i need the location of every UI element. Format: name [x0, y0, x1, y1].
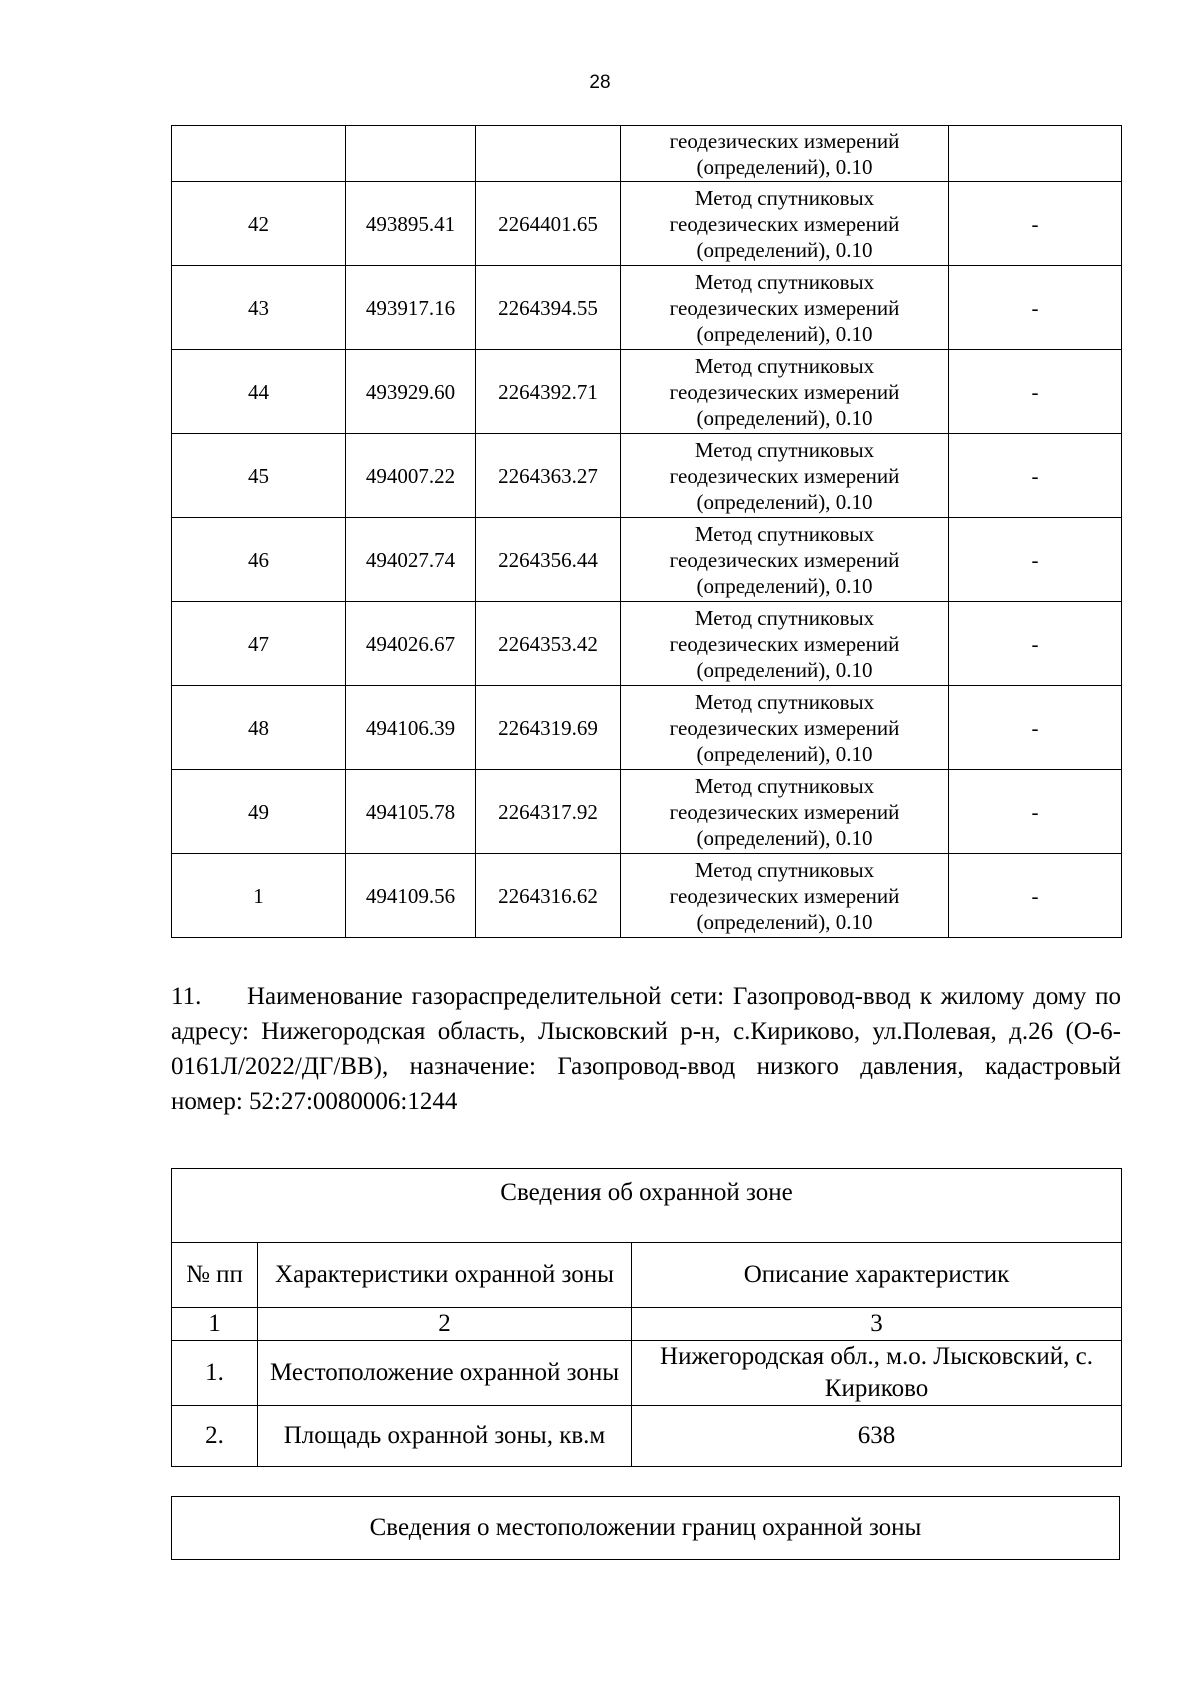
column-header-number: № пп [172, 1243, 258, 1308]
index-cell: 2 [258, 1308, 632, 1341]
page-number: 28 [589, 72, 611, 93]
y-coordinate-cell: 2264316.62 [476, 854, 621, 938]
method-line: Метод спутниковых [694, 521, 875, 546]
y-coordinate-cell: 2264401.65 [476, 182, 621, 266]
method-cell [621, 854, 949, 938]
y-coordinate-cell [476, 126, 621, 182]
table-row [172, 182, 1122, 266]
method-cell [621, 266, 949, 350]
method-line: (определений), 0.10 [696, 321, 873, 346]
note-cell: - [949, 770, 1122, 854]
x-coordinate-cell [346, 126, 476, 182]
x-coordinate-cell: 494026.67 [346, 602, 476, 686]
note-cell: - [949, 686, 1122, 770]
note-cell [949, 126, 1122, 182]
note-cell: - [949, 350, 1122, 434]
description-cell: 638 [632, 1406, 1122, 1467]
x-coordinate-cell: 494105.78 [346, 770, 476, 854]
point-number-cell: 1 [172, 854, 346, 938]
point-number-cell: 42 [172, 182, 346, 266]
y-coordinate-cell: 2264392.71 [476, 350, 621, 434]
table-row [172, 1341, 1122, 1406]
y-coordinate-cell: 2264356.44 [476, 518, 621, 602]
y-coordinate-cell: 2264363.27 [476, 434, 621, 518]
point-number-cell: 45 [172, 434, 346, 518]
method-line: геодезических измерений [669, 211, 900, 236]
method-line: (определений), 0.10 [696, 573, 873, 598]
method-line: Метод спутниковых [694, 185, 875, 210]
method-cell [621, 126, 949, 182]
coordinates-table [171, 125, 1122, 938]
method-line: геодезических измерений [669, 463, 900, 488]
table-row [172, 686, 1122, 770]
method-line: геодезических измерений [669, 715, 900, 740]
section-number: 11. [171, 983, 202, 1010]
method-line: Метод спутниковых [694, 857, 875, 882]
x-coordinate-cell: 494007.22 [346, 434, 476, 518]
description-cell: Нижегородская обл., м.о. Лысковский, с. Кириково [632, 1341, 1122, 1406]
point-number-cell: 49 [172, 770, 346, 854]
row-number-cell: 2. [172, 1406, 258, 1467]
table-row [172, 1406, 1122, 1467]
boundaries-section-title: Сведения о местоположении границ охранной зоны [171, 1496, 1120, 1560]
note-cell: - [949, 266, 1122, 350]
note-cell: - [949, 434, 1122, 518]
index-cell: 3 [632, 1308, 1122, 1341]
method-line: Метод спутниковых [694, 605, 875, 630]
method-cell [621, 770, 949, 854]
method-line: Метод спутниковых [694, 773, 875, 798]
method-line: геодезических измерений [669, 295, 900, 320]
method-line: геодезических измерений [669, 883, 900, 908]
section-paragraph [171, 979, 1121, 1119]
x-coordinate-cell: 493929.60 [346, 350, 476, 434]
method-line: (определений), 0.10 [696, 405, 873, 430]
method-line: (определений), 0.10 [696, 741, 873, 766]
table-row [172, 854, 1122, 938]
point-number-cell: 47 [172, 602, 346, 686]
method-line: геодезических измерений [669, 128, 900, 153]
table-header-row [172, 1243, 1122, 1308]
method-line: геодезических измерений [669, 547, 900, 572]
note-cell: - [949, 518, 1122, 602]
method-cell [621, 434, 949, 518]
table-row [172, 518, 1122, 602]
y-coordinate-cell: 2264353.42 [476, 602, 621, 686]
method-line: Метод спутниковых [694, 689, 875, 714]
table-row [172, 434, 1122, 518]
method-cell [621, 518, 949, 602]
method-cell [621, 350, 949, 434]
method-line: Метод спутниковых [694, 437, 875, 462]
row-number-cell: 1. [172, 1341, 258, 1406]
x-coordinate-cell: 493895.41 [346, 182, 476, 266]
table-row [172, 266, 1122, 350]
x-coordinate-cell: 494109.56 [346, 854, 476, 938]
column-header-characteristics: Характеристики охранной зоны [258, 1243, 632, 1308]
section-text: Наименование газораспределительной сети: Газопровод-ввод к жилому дому по адресу: Нижегородская область, Лысковский р-н, с.Кириково, ул.Полевая, д.26 (О-6-0161Л/2022/ДГ/ВВ), назначение: Газопровод-ввод низкого давления, кадастровый номер: 52:27:0080006:1244 [171, 983, 1121, 1115]
note-cell: - [949, 854, 1122, 938]
note-cell: - [949, 602, 1122, 686]
characteristic-cell: Местоположение охранной зоны [258, 1341, 632, 1406]
table-index-row [172, 1308, 1122, 1341]
method-line: (определений), 0.10 [696, 237, 873, 262]
index-cell: 1 [172, 1308, 258, 1341]
column-header-description: Описание характеристик [632, 1243, 1122, 1308]
method-line: (определений), 0.10 [696, 825, 873, 850]
method-line: (определений), 0.10 [696, 657, 873, 682]
point-number-cell: 48 [172, 686, 346, 770]
method-cell [621, 686, 949, 770]
method-line: (определений), 0.10 [696, 489, 873, 514]
method-line: геодезических измерений [669, 799, 900, 824]
point-number-cell: 44 [172, 350, 346, 434]
note-cell: - [949, 182, 1122, 266]
method-line: Метод спутниковых [694, 353, 875, 378]
table-row [172, 350, 1122, 434]
protection-zone-table [171, 1168, 1122, 1467]
method-line: Метод спутниковых [694, 269, 875, 294]
point-number-cell: 43 [172, 266, 346, 350]
method-line: геодезических измерений [669, 631, 900, 656]
x-coordinate-cell: 494106.39 [346, 686, 476, 770]
table-title-row [172, 1169, 1122, 1243]
point-number-cell [172, 126, 346, 182]
method-cell [621, 182, 949, 266]
point-number-cell: 46 [172, 518, 346, 602]
method-line: геодезических измерений [669, 379, 900, 404]
y-coordinate-cell: 2264317.92 [476, 770, 621, 854]
method-line: (определений), 0.10 [696, 154, 873, 179]
table-row [172, 126, 1122, 182]
characteristic-cell: Площадь охранной зоны, кв.м [258, 1406, 632, 1467]
y-coordinate-cell: 2264319.69 [476, 686, 621, 770]
x-coordinate-cell: 493917.16 [346, 266, 476, 350]
y-coordinate-cell: 2264394.55 [476, 266, 621, 350]
method-cell [621, 602, 949, 686]
table-row [172, 770, 1122, 854]
x-coordinate-cell: 494027.74 [346, 518, 476, 602]
zone-table-title: Сведения об охранной зоне [172, 1169, 1122, 1243]
table-row [172, 602, 1122, 686]
method-line: (определений), 0.10 [696, 909, 873, 934]
